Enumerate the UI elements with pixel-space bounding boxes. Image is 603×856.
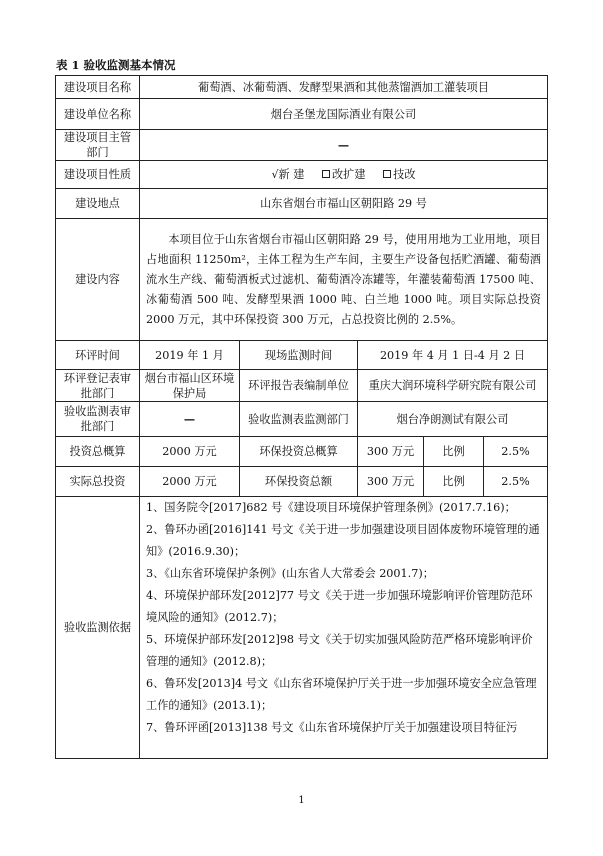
row-actual bbox=[56, 467, 548, 497]
row-content bbox=[56, 219, 548, 341]
page-number: 1 bbox=[298, 795, 305, 806]
report-unit-value: 重庆大润环境科学研究院有限公司 bbox=[358, 370, 548, 402]
site-monitoring-value: 2019 年 4 月 1 日-4 月 2 日 bbox=[358, 341, 548, 370]
env-budget-value: 300 万元 bbox=[358, 437, 424, 467]
nature-options bbox=[140, 161, 548, 189]
location-value: 山东省烟台市福山区朝阳路 29 号 bbox=[140, 189, 548, 219]
nature-label: 建设项目性质 bbox=[56, 161, 140, 189]
basis-item: 1、国务院令[2017]682 号《建设项目环境保护管理条例》(2017.7.16)； bbox=[146, 501, 516, 514]
option-new bbox=[271, 168, 304, 181]
row-budget bbox=[56, 437, 548, 467]
actual-ratio-label: 比例 bbox=[424, 467, 484, 497]
basis-item: 2、鲁环办函[2016]141 号文《关于进一步加强建设项目固体废物环境管理的通知》(2016.9.30)； bbox=[146, 523, 540, 558]
row-approval bbox=[56, 370, 548, 402]
actual-ratio-value: 2.5% bbox=[484, 467, 548, 497]
basis-label: 验收监测依据 bbox=[56, 497, 140, 759]
actual-value: 2000 万元 bbox=[140, 467, 240, 497]
checkbox-icon bbox=[383, 170, 391, 178]
row-authority bbox=[56, 130, 548, 161]
basis-list bbox=[140, 497, 548, 759]
row-basis bbox=[56, 497, 548, 759]
content-label: 建设内容 bbox=[56, 219, 140, 341]
row-project-name bbox=[56, 76, 548, 99]
content-value: 本项目位于山东省烟台市福山区朝阳路 29 号，使用用地为工业用地，项目占地面积 11250m²，主体工程为生产车间，主要生产设备包括贮酒罐、葡萄酒流水生产线、葡萄酒板式过滤机、葡萄酒冷冻罐等，年灌装葡萄酒 17500 吨、冰葡萄酒 500 吨、发酵型果酒 1000 吨、白兰地 1000 吨。项目实际总投资 2000 万元，其中环保投资 300 万元，占总投资比例的 2.5%。 bbox=[140, 219, 548, 341]
basis-item: 3、《山东省环境保护条例》(山东省人大常委会 2001.7)； bbox=[146, 567, 434, 580]
unit-name-label: 建设单位名称 bbox=[56, 99, 140, 130]
table-title: 表 1 验收监测基本情况 bbox=[56, 58, 176, 72]
monitoring-approval-value: — bbox=[140, 402, 240, 437]
acceptance-info-table bbox=[55, 75, 548, 759]
monitoring-approval-label: 验收监测表审批部门 bbox=[56, 402, 140, 437]
checked-box-icon: √ bbox=[271, 168, 279, 181]
budget-value: 2000 万元 bbox=[140, 437, 240, 467]
budget-ratio-label: 比例 bbox=[424, 437, 484, 467]
basis-item: 4、环境保护部环发[2012]77 号文《关于进一步加强环境影响评价管理防范环境风险的通知》(2012.7)； bbox=[146, 589, 533, 624]
env-actual-value: 300 万元 bbox=[358, 467, 424, 497]
approval-dept-label: 环评登记表审批部门 bbox=[56, 370, 140, 402]
report-unit-label: 环评报告表编制单位 bbox=[240, 370, 358, 402]
actual-label: 实际总投资 bbox=[56, 467, 140, 497]
row-location bbox=[56, 189, 548, 219]
eia-time-label: 环评时间 bbox=[56, 341, 140, 370]
option-tech-upgrade-label: 技改 bbox=[393, 168, 416, 181]
option-new-label: 新 建 bbox=[278, 168, 305, 181]
eia-time-value: 2019 年 1 月 bbox=[140, 341, 240, 370]
project-name-label: 建设项目名称 bbox=[56, 76, 140, 99]
row-nature bbox=[56, 161, 548, 189]
monitoring-dept-value: 烟台净朗测试有限公司 bbox=[358, 402, 548, 437]
option-expansion-label: 改扩建 bbox=[331, 168, 366, 181]
row-monitoring bbox=[56, 402, 548, 437]
approval-dept-value: 烟台市福山区环境保护局 bbox=[140, 370, 240, 402]
unit-name-value: 烟台圣堡龙国际酒业有限公司 bbox=[140, 99, 548, 130]
row-eia bbox=[56, 341, 548, 370]
row-unit-name bbox=[56, 99, 548, 130]
option-expansion bbox=[322, 168, 366, 181]
env-actual-label: 环保投资总额 bbox=[240, 467, 358, 497]
site-monitoring-label: 现场监测时间 bbox=[240, 341, 358, 370]
authority-value: — bbox=[140, 130, 548, 161]
project-name-value: 葡萄酒、冰葡萄酒、发酵型果酒和其他蒸馏酒加工灌装项目 bbox=[140, 76, 548, 99]
basis-item: 6、鲁环发[2013]4 号文《山东省环境保护厅关于进一步加强环境安全应急管理工作的通知》(2013.1)； bbox=[146, 677, 537, 712]
basis-item: 5、环境保护部环发[2012]98 号文《关于切实加强风险防范严格环境影响评价管理的通知》(2012.8)； bbox=[146, 633, 533, 668]
monitoring-dept-label: 验收监测表监测部门 bbox=[240, 402, 358, 437]
checkbox-icon bbox=[322, 170, 330, 178]
option-tech-upgrade bbox=[383, 168, 415, 181]
budget-ratio-value: 2.5% bbox=[484, 437, 548, 467]
basis-item: 7、鲁环评函[2013]138 号文《山东省环境保护厅关于加强建设项目特征污 bbox=[146, 721, 518, 734]
budget-label: 投资总概算 bbox=[56, 437, 140, 467]
env-budget-label: 环保投资总概算 bbox=[240, 437, 358, 467]
location-label: 建设地点 bbox=[56, 189, 140, 219]
authority-label: 建设项目主管部门 bbox=[56, 130, 140, 161]
